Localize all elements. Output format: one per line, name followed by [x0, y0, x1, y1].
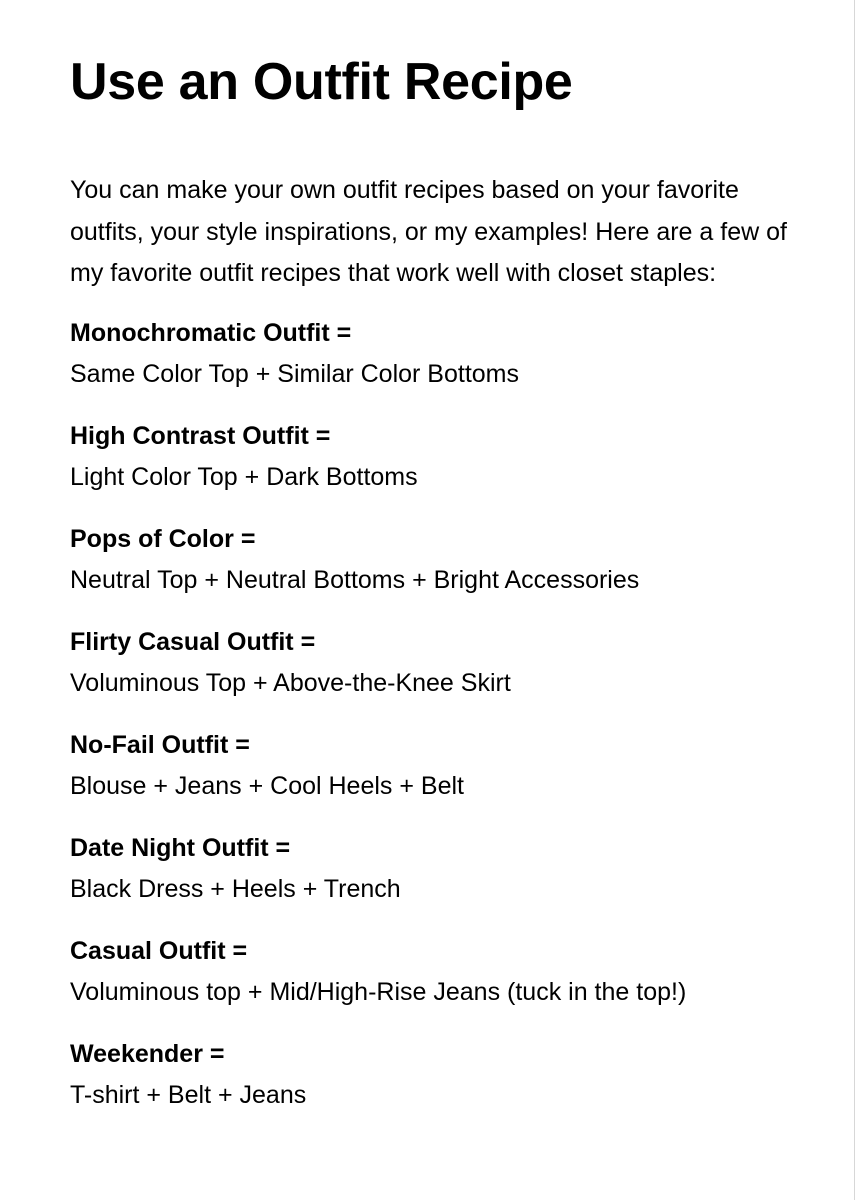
recipe-name: Weekender =	[70, 1039, 225, 1068]
recipe-name: Monochromatic Outfit =	[70, 318, 352, 347]
recipe-formula: T-shirt + Belt + Jeans	[70, 1080, 307, 1109]
recipe-formula: Light Color Top + Dark Bottoms	[70, 462, 418, 491]
recipe-item	[70, 622, 790, 704]
recipe-name: Pops of Color =	[70, 524, 256, 553]
recipe-name: No-Fail Outfit =	[70, 730, 250, 759]
article-content	[70, 52, 790, 1137]
recipe-item	[70, 1034, 790, 1116]
page-title: Use an Outfit Recipe	[70, 53, 573, 111]
recipe-name: High Contrast Outfit =	[70, 421, 331, 450]
intro-paragraph: You can make your own outfit recipes based on your favorite outfits, your style inspirations, or my examples! Here are a few of my favorite outfit recipes that work well with closet staples:	[70, 176, 787, 287]
page-edge	[854, 0, 864, 1200]
recipe-item	[70, 313, 790, 395]
recipe-list	[70, 313, 790, 1116]
recipe-name: Casual Outfit =	[70, 936, 248, 965]
recipe-name: Flirty Casual Outfit =	[70, 627, 316, 656]
recipe-name: Date Night Outfit =	[70, 833, 291, 862]
recipe-formula: Neutral Top + Neutral Bottoms + Bright Accessories	[70, 565, 640, 594]
recipe-formula: Voluminous Top + Above-the-Knee Skirt	[70, 668, 511, 697]
recipe-formula: Black Dress + Heels + Trench	[70, 874, 401, 903]
recipe-item	[70, 725, 790, 807]
recipe-formula: Voluminous top + Mid/High-Rise Jeans (tuck in the top!)	[70, 977, 687, 1006]
recipe-item	[70, 416, 790, 498]
recipe-item	[70, 828, 790, 910]
recipe-item	[70, 519, 790, 601]
recipe-formula: Same Color Top + Similar Color Bottoms	[70, 359, 520, 388]
recipe-formula: Blouse + Jeans + Cool Heels + Belt	[70, 771, 464, 800]
recipe-item	[70, 931, 790, 1013]
